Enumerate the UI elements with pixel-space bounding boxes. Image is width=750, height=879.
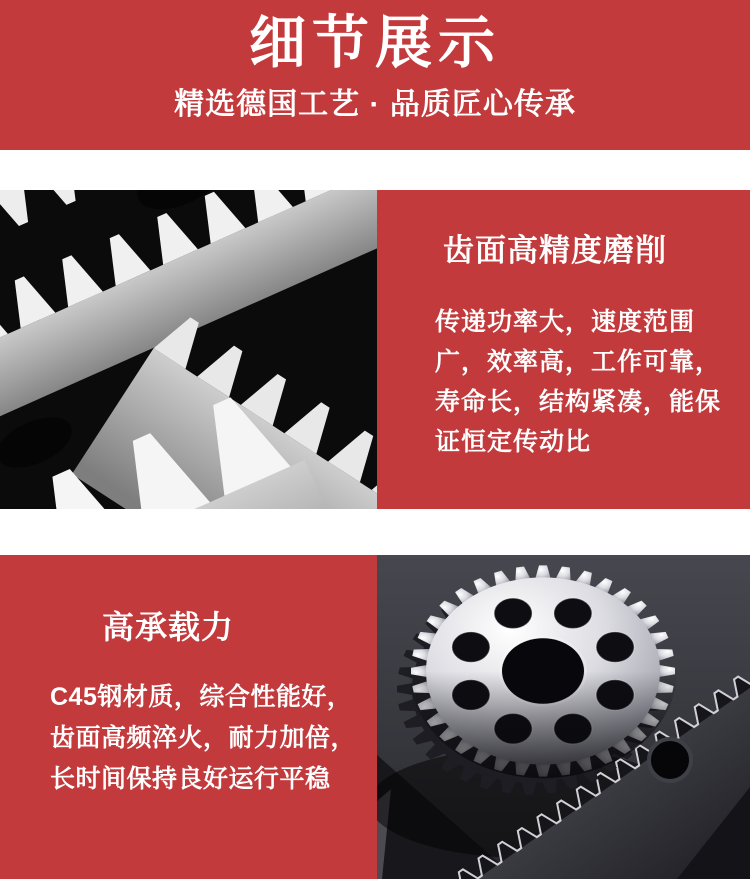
feature-description: 传递功率大，速度范围 广，效率高，工作可靠， 寿命长，结构紧凑，能保 证恒定传动比 xyxy=(435,308,722,456)
feature-panel-load xyxy=(0,555,377,879)
feature-panel-grinding xyxy=(377,190,750,509)
spur-gear xyxy=(409,564,677,778)
page-subtitle: 精选德国工艺 · 品质匠心传承 xyxy=(174,88,576,121)
gear-rack-photo xyxy=(0,190,377,509)
spacer xyxy=(0,150,750,190)
feature-section-load xyxy=(0,555,750,879)
spacer xyxy=(0,509,750,555)
detail-banner xyxy=(0,0,750,150)
spur-gear-photo xyxy=(377,555,750,879)
feature-title: 齿面高精度磨削 xyxy=(443,233,667,268)
gear-rack-photo-art xyxy=(0,190,377,509)
feature-description: C45钢材质，综合性能好， 齿面高频淬火，耐力加倍， 长时间保持良好运行平稳 xyxy=(50,683,357,793)
spur-gear-photo-art xyxy=(377,555,750,879)
rack-bolt-hole xyxy=(649,739,691,781)
feature-section-grinding xyxy=(0,190,750,509)
feature-title: 高承载力 xyxy=(102,609,235,645)
page-title: 细节展示 xyxy=(249,11,501,75)
